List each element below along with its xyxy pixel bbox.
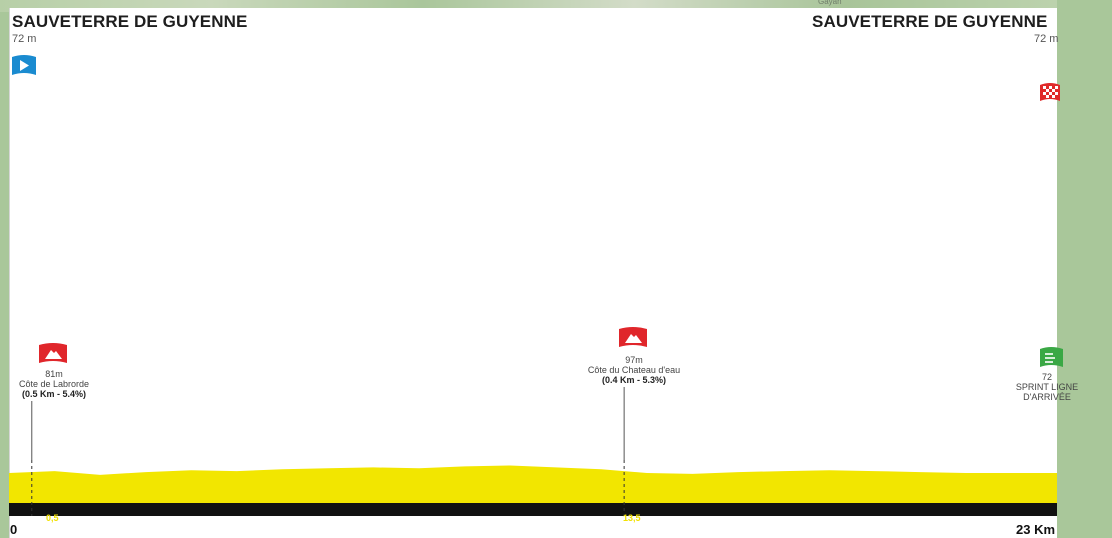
mountain-icon [617, 325, 649, 351]
climb-1-altitude: 81m [45, 369, 63, 379]
finish-town-name: SAUVETERRE DE GUYENNE [812, 12, 1048, 31]
distance-axis-bar [9, 503, 1057, 516]
sprint-altitude: 72 [1041, 372, 1052, 382]
axis-end-label: 23 Km [1016, 522, 1056, 537]
finish-altitude: 72 m [1034, 33, 1059, 45]
sprint-icon [1039, 346, 1063, 370]
elevation-area [9, 466, 1057, 504]
km-marker-1: 0,5 [46, 513, 59, 523]
climb-1-stats: (0.5 Km - 5.4%) [21, 389, 87, 399]
climb-2-stats: (0.4 Km - 5.3%) [601, 375, 667, 385]
climb-1-name: Côte de Labrorde [18, 379, 90, 389]
sprint-line1: SPRINT LIGNE [1015, 382, 1079, 392]
axis-start-label: 0 [10, 522, 18, 537]
stage-profile-panel [9, 8, 1079, 538]
start-town-name: SAUVETERRE DE GUYENNE [12, 12, 248, 31]
climb-2-altitude: 97m [625, 355, 643, 365]
climb-2-name: Côte du Chateau d'eau [587, 365, 681, 375]
sprint-line2: D'ARRIVÉE [1023, 392, 1071, 402]
climb-1-label [0, 369, 114, 399]
elevation-profile-chart [9, 8, 1057, 538]
climb-2-label [574, 355, 694, 385]
start-altitude: 72 m [12, 33, 37, 45]
mountain-icon [37, 341, 69, 367]
sprint-label [982, 372, 1112, 402]
km-marker-2: 13,5 [623, 513, 641, 523]
map-place-label: Gayan [818, 0, 842, 6]
